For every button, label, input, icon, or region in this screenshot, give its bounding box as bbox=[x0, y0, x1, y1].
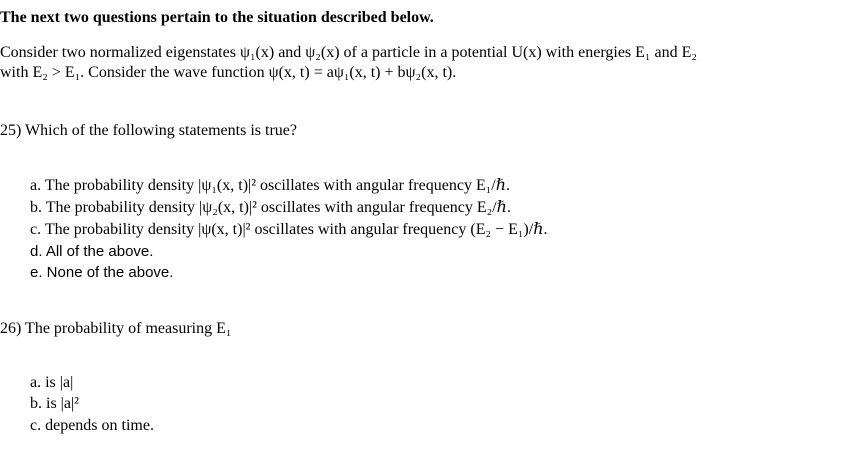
intro-line-2: with E₂ > E₁. Consider the wave function ψ(x, t) = aψ₁(x, t) + bψ₂(x, t). bbox=[0, 64, 457, 81]
question-25-option-b: b. The probability density |ψ₂(x, t)|² oscillates with angular frequency E₂/ℏ. bbox=[30, 199, 511, 216]
section-heading: The next two questions pertain to the situation described below. bbox=[0, 9, 434, 26]
question-25-option-e: e. None of the above. bbox=[30, 264, 174, 281]
question-26-option-c: c. depends on time. bbox=[30, 417, 154, 434]
question-25-option-d: d. All of the above. bbox=[30, 243, 154, 260]
question-25-option-c: c. The probability density |ψ(x, t)|² oscillates with angular frequency (E₂ − E₁)/ℏ. bbox=[30, 221, 548, 238]
question-25-option-a: a. The probability density |ψ₁(x, t)|² oscillates with angular frequency E₁/ℏ. bbox=[30, 177, 511, 194]
question-26-prompt: 26) The probability of measuring E₁ bbox=[0, 320, 232, 337]
question-26-option-a: a. is |a| bbox=[30, 374, 74, 391]
intro-line-1: Consider two normalized eigenstates ψ₁(x) and ψ₂(x) of a particle in a potential U(x) with energies E₁ and E₂ bbox=[0, 44, 697, 61]
question-26-option-b: b. is |a|² bbox=[30, 395, 79, 412]
question-25-prompt: 25) Which of the following statements is true? bbox=[0, 122, 297, 139]
